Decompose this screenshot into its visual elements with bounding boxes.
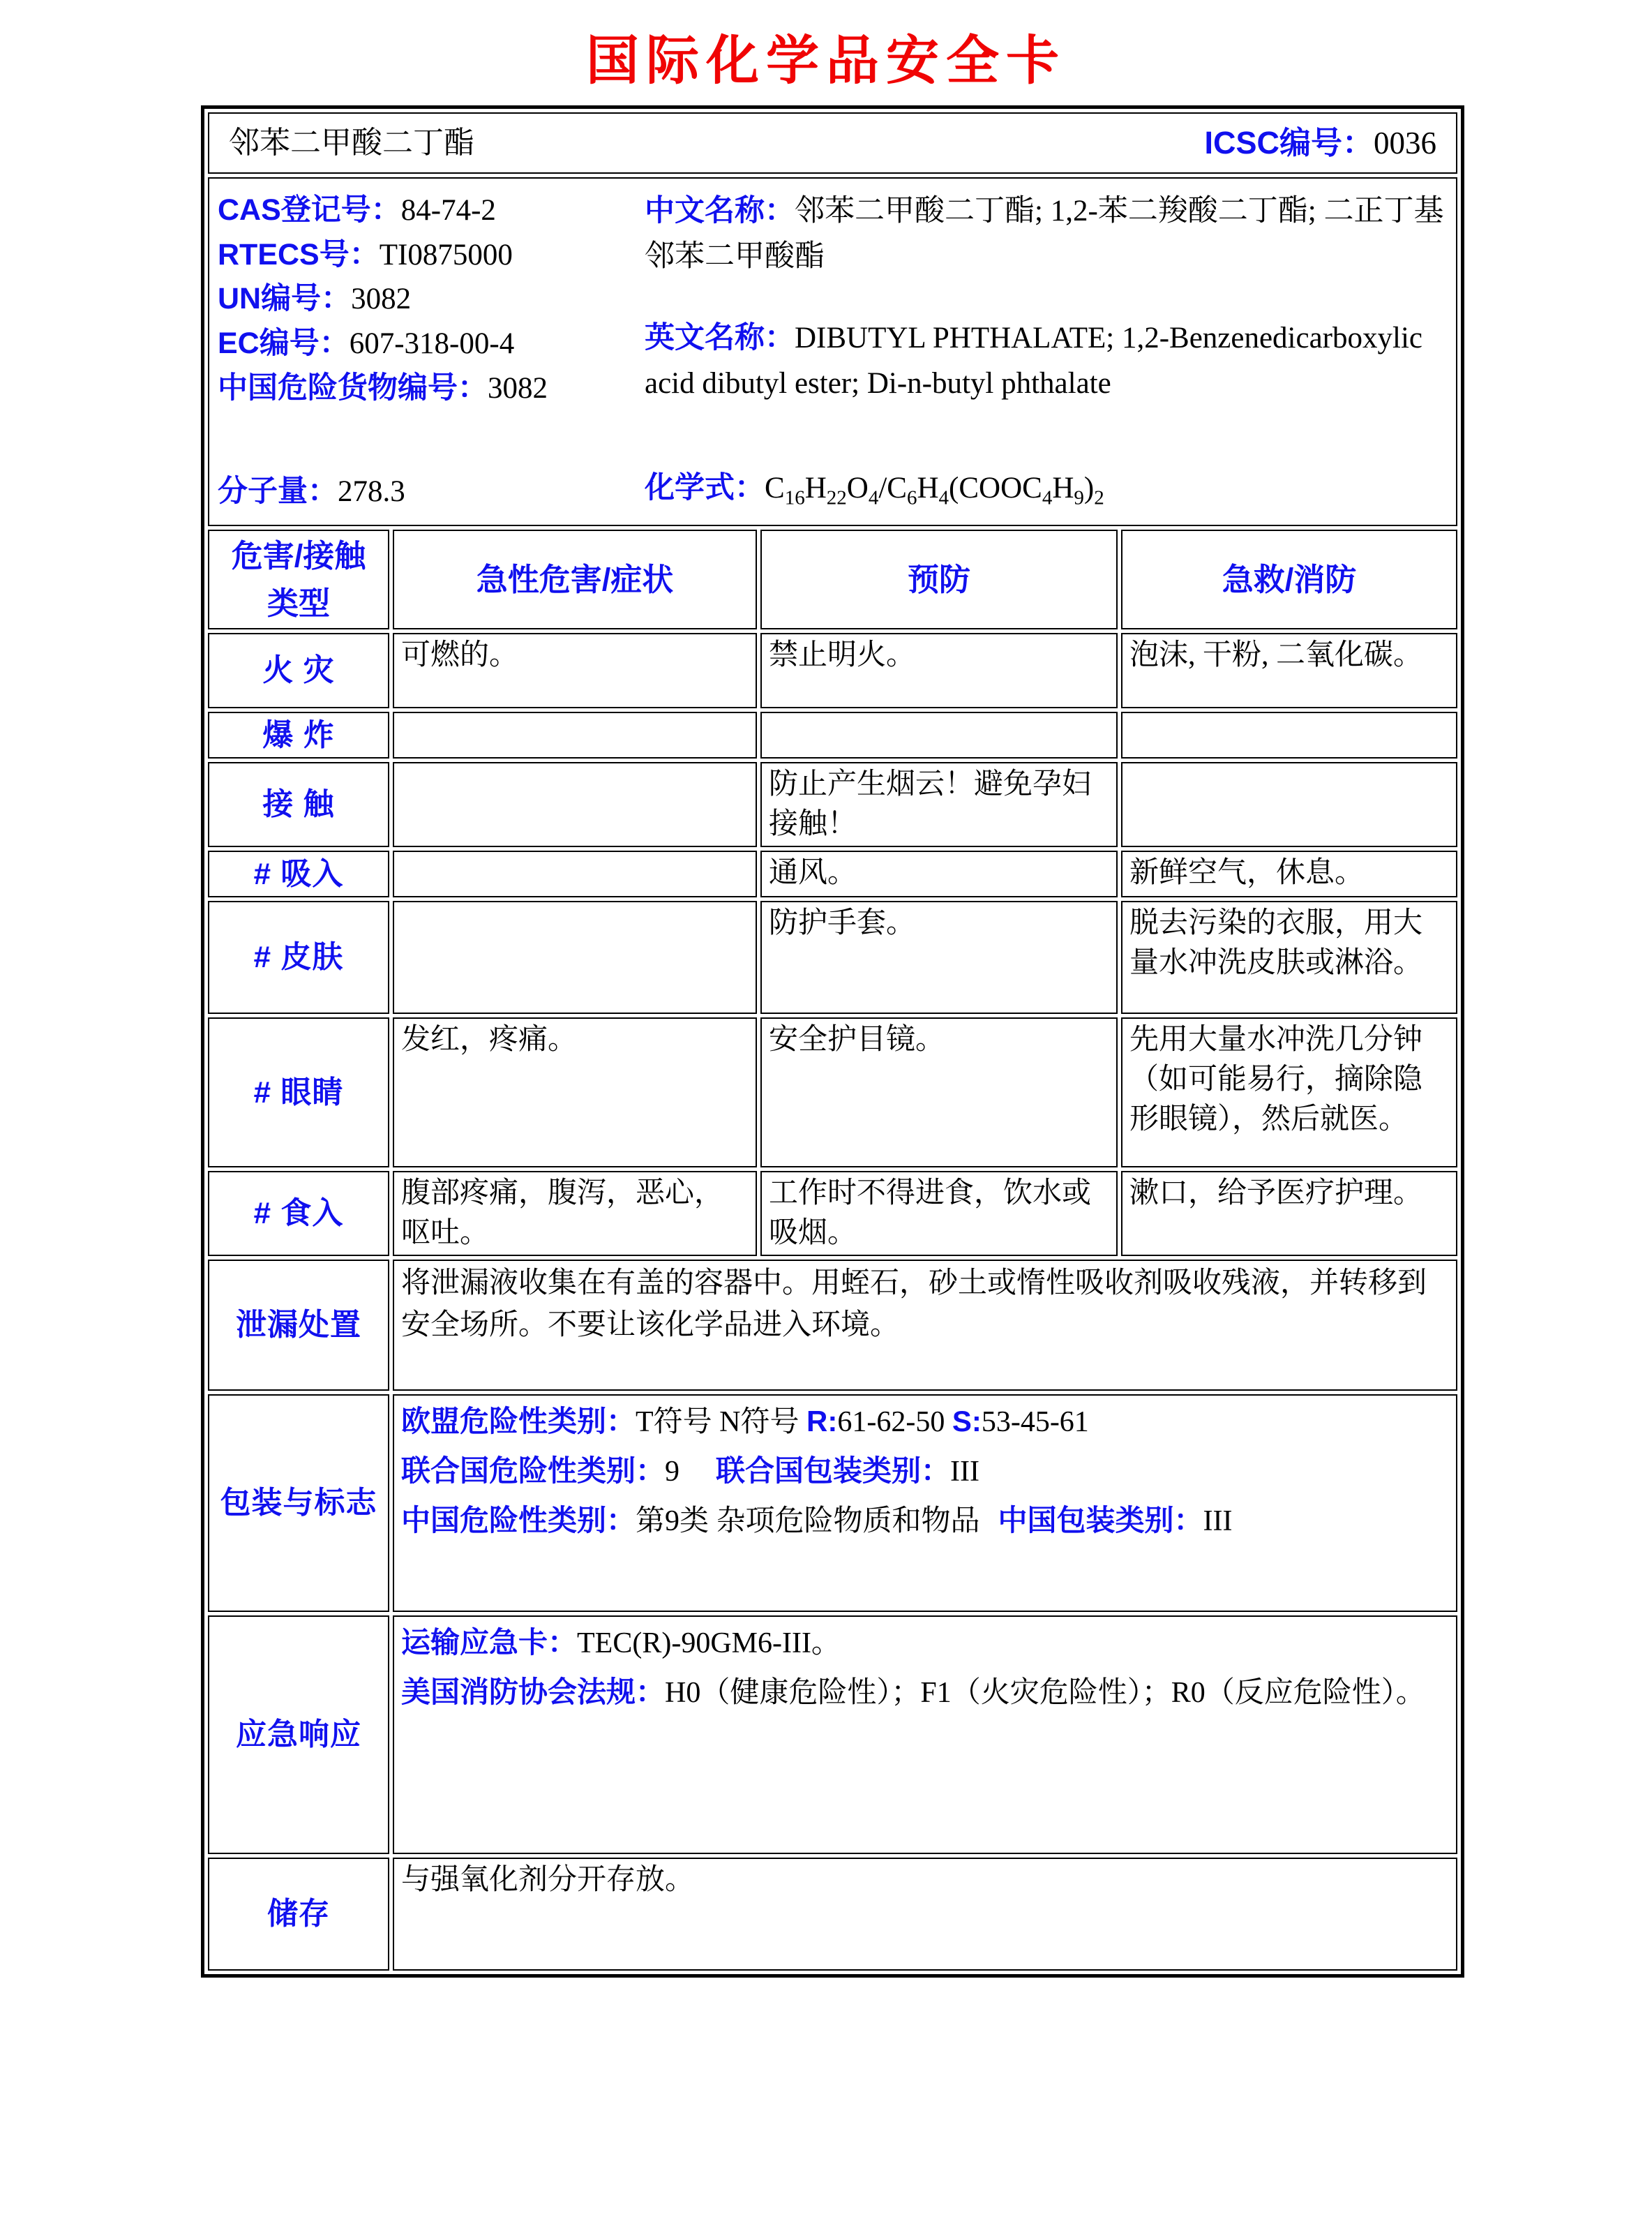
en-name-value: DIBUTYL PHTHALATE; 1,2-Benzenedicarboxylic acid dibutyl ester; Di-n-butyl phthalate [645, 322, 1422, 400]
cn-dg-value: 3082 [488, 371, 548, 405]
icsc-table [201, 105, 1464, 1978]
storage-text: 与强氧化剂分开存放。 [393, 1858, 1457, 1971]
cn-hazard-line: 中国危险性类别：第9类 杂项危险物质和物品 中国包装类别：III [401, 1504, 1233, 1538]
skin-symptoms [393, 901, 757, 1014]
molecular-weight-line [218, 471, 645, 512]
header-cell [208, 112, 1457, 174]
eu-class-label: 欧盟危险性类别： [401, 1404, 636, 1437]
col-header-prevention: 预防 [760, 530, 1118, 629]
spill-row [208, 1260, 1457, 1391]
registry-numbers-block [218, 188, 645, 512]
eyes-symptoms: 发红，疼痛。 [393, 1017, 757, 1167]
hazard-header-row [208, 530, 1457, 629]
eyes-response: 先用大量水冲洗几分钟（如可能易行，摘除隐形眼镜），然后就医。 [1121, 1017, 1457, 1167]
inhalation-symptoms [393, 851, 757, 897]
ec-value: 607-318-00-4 [349, 327, 515, 360]
row-label-ingestion: # 食入 [208, 1171, 389, 1255]
col-header-hazard-type: 危害/接触 类型 [208, 530, 389, 629]
explosion-prevention [760, 712, 1118, 759]
row-label-fire: 火 灾 [208, 633, 389, 708]
icsc-number: 0036 [1374, 125, 1437, 160]
un-class-label: 联合国危险性类别： [401, 1454, 666, 1487]
cas-value: 84-74-2 [400, 194, 496, 227]
cn-name-label: 中文名称： [645, 194, 795, 227]
tec-card-label: 运输应急卡： [401, 1625, 578, 1659]
ingestion-prevention: 工作时不得进食，饮水或吸烟。 [760, 1171, 1118, 1255]
icsc-number-group [1205, 122, 1437, 165]
un-hazard-line: 联合国危险性类别：9 联合国包装类别：III [401, 1454, 979, 1488]
rtecs-label: RTECS号： [218, 237, 380, 271]
cn-pack-label: 中国包装类别： [998, 1504, 1203, 1537]
cas-label: CAS登记号： [218, 193, 401, 227]
storage-row [208, 1858, 1457, 1971]
r-phrases-label: R: [806, 1404, 838, 1437]
row-label-exposure: 接 触 [208, 762, 389, 846]
row-label-explosion: 爆 炸 [208, 712, 389, 759]
un-pack-label: 联合国包装类别： [716, 1454, 951, 1487]
ingestion-response: 漱口，给予医疗护理。 [1121, 1171, 1457, 1255]
rtecs-number-line [218, 233, 645, 278]
inhalation-response: 新鲜空气，休息。 [1121, 851, 1457, 897]
spill-text: 将泄漏液收集在有盖的容器中。用蛭石，砂土或惰性吸收剂吸收残液，并转移到安全场所。不要让该化学品进入环境。 [393, 1260, 1457, 1391]
chinese-name-line [645, 188, 1446, 279]
hazard-row-inhalation [208, 851, 1457, 897]
skin-prevention: 防护手套。 [760, 901, 1118, 1014]
cn-dg-label: 中国危险货物编号： [218, 371, 488, 405]
identifiers-cell [208, 177, 1457, 526]
explosion-symptoms [393, 712, 757, 759]
hazard-row-skin [208, 901, 1457, 1014]
col-header-firstaid: 急救/消防 [1121, 530, 1457, 629]
emergency-row [208, 1615, 1457, 1854]
row-label-eyes: # 眼睛 [208, 1017, 389, 1167]
hazard-row-eyes [208, 1017, 1457, 1167]
hazard-row-ingestion [208, 1171, 1457, 1255]
inhalation-prevention: 通风。 [760, 851, 1118, 897]
chemical-name: 邻苯二甲酸二丁酯 [229, 126, 474, 160]
emergency-cell [393, 1615, 1457, 1854]
packaging-row [208, 1394, 1457, 1612]
names-block [645, 188, 1446, 512]
tec-card-line: 运输应急卡：TEC(R)-90GM6-III。 [401, 1625, 841, 1659]
identifiers-row [208, 177, 1457, 526]
ingestion-symptoms: 腹部疼痛，腹泻，恶心，呕吐。 [393, 1171, 757, 1255]
header-name-row [229, 122, 1436, 165]
ec-label: EC编号： [218, 326, 350, 360]
un-number-line [218, 277, 645, 322]
cn-name-value: 邻苯二甲酸二丁酯; 1,2-苯二羧酸二丁酯; 二正丁基邻苯二甲酸酯 [645, 195, 1444, 273]
mw-label: 分子量： [218, 474, 338, 508]
row-label-packaging: 包装与标志 [208, 1394, 389, 1612]
rtecs-value: TI0875000 [379, 238, 513, 271]
explosion-response [1121, 712, 1457, 759]
hazard-row-explosion [208, 712, 1457, 759]
cn-class-label: 中国危险性类别： [401, 1504, 636, 1537]
exposure-symptoms [393, 762, 757, 846]
nfpa-line: 美国消防协会法规：H0（健康危险性）；F1（火灾危险性）；R0（反应危险性）。 [401, 1675, 1425, 1709]
hazard-row-exposure [208, 762, 1457, 846]
en-name-label: 英文名称： [645, 321, 795, 354]
packaging-cell [393, 1394, 1457, 1612]
fire-symptoms: 可燃的。 [393, 633, 757, 708]
hazard-row-fire [208, 633, 1457, 708]
formula-value: $C_{16}H_{22}O_4/C_6H_4(COOC_4H_9)_2$ [765, 472, 1104, 509]
s-phrases-label: S: [952, 1404, 982, 1437]
header-row [208, 112, 1457, 174]
col-header-symptoms: 急性危害/症状 [393, 530, 757, 629]
exposure-response [1121, 762, 1457, 846]
un-value: 3082 [351, 283, 412, 316]
row-label-skin: # 皮肤 [208, 901, 389, 1014]
icsc-label: ICSC编号： [1204, 124, 1374, 160]
page-title: 国际化学品安全卡 [586, 31, 1066, 91]
fire-prevention: 禁止明火。 [760, 633, 1118, 708]
row-label-spill: 泄漏处置 [208, 1260, 389, 1391]
eu-hazard-line: 欧盟危险性类别：T符号 N符号 R:61-62-50 S:53-45-61 [401, 1404, 1089, 1438]
exposure-prevention: 防止产生烟云！避免孕妇接触！ [760, 762, 1118, 846]
cas-number-line [218, 188, 645, 233]
row-label-emergency: 应急响应 [208, 1615, 389, 1854]
un-label: UN编号： [218, 282, 352, 316]
english-name-line [645, 315, 1446, 406]
cn-dangerous-goods-line [218, 366, 645, 411]
chemical-formula-line [645, 468, 1446, 512]
mw-value: 278.3 [338, 475, 405, 508]
formula-label: 化学式： [645, 471, 765, 505]
nfpa-label: 美国消防协会法规： [401, 1675, 666, 1708]
skin-response: 脱去污染的衣服，用大量水冲洗皮肤或淋浴。 [1121, 901, 1457, 1014]
row-label-storage: 储存 [208, 1858, 389, 1971]
fire-response: 泡沫, 干粉, 二氧化碳。 [1121, 633, 1457, 708]
row-label-inhalation: # 吸入 [208, 851, 389, 897]
eyes-prevention: 安全护目镜。 [760, 1017, 1118, 1167]
ec-number-line [218, 322, 645, 366]
